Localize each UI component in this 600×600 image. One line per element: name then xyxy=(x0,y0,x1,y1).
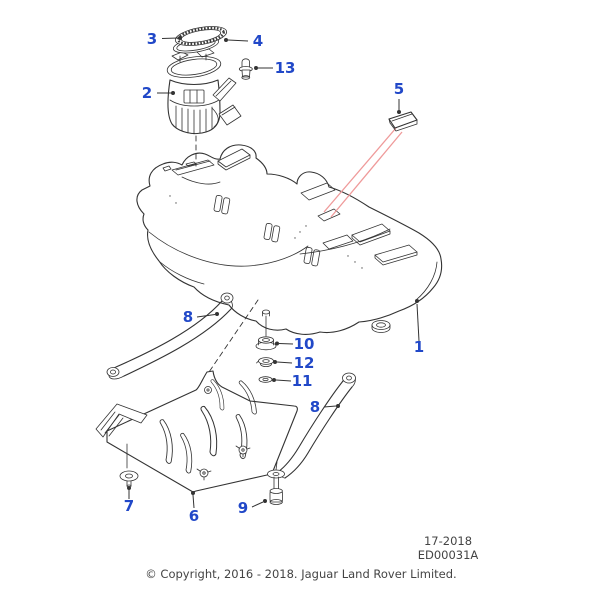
figure-code-text: ED00031A xyxy=(417,548,479,562)
callout-9[interactable] xyxy=(238,499,267,517)
grommet[interactable] xyxy=(256,337,276,350)
lock-ring[interactable] xyxy=(174,23,228,49)
callout-1-label[interactable]: 1 xyxy=(413,338,425,356)
callout-8-right-label[interactable]: 8 xyxy=(309,398,321,416)
callout-13[interactable] xyxy=(254,59,295,77)
callout-9-label[interactable]: 9 xyxy=(237,499,249,517)
callout-7-label[interactable]: 7 xyxy=(123,497,135,515)
doc-ref-text: 17-2018 xyxy=(423,534,473,548)
nut[interactable] xyxy=(120,471,138,487)
callout-4-label[interactable]: 4 xyxy=(252,32,264,50)
callout-10[interactable] xyxy=(275,335,314,353)
copyright-text: © Copyright, 2016 - 2018. Jaguar Land Rover Limited. xyxy=(145,567,457,581)
callout-7[interactable] xyxy=(124,486,134,515)
bolt[interactable] xyxy=(268,470,285,505)
callout-1[interactable] xyxy=(414,299,424,356)
callout-13-label[interactable]: 13 xyxy=(274,59,296,77)
callout-8-right[interactable] xyxy=(310,398,340,416)
breather-valve[interactable] xyxy=(239,59,252,80)
fuel-tank[interactable] xyxy=(137,145,442,335)
callout-11[interactable] xyxy=(272,372,312,390)
spacer[interactable] xyxy=(257,358,276,367)
washer[interactable] xyxy=(259,377,272,383)
callout-12-label[interactable]: 12 xyxy=(293,354,315,372)
mounting-pad[interactable] xyxy=(389,112,417,131)
callout-8-left-label[interactable]: 8 xyxy=(182,308,194,326)
callout-8-left[interactable] xyxy=(183,308,219,326)
callout-6-label[interactable]: 6 xyxy=(188,507,200,525)
callout-4[interactable] xyxy=(224,32,263,50)
tank-strap-left[interactable] xyxy=(107,293,233,379)
footer xyxy=(145,534,478,581)
callout-11-label[interactable]: 11 xyxy=(291,372,313,390)
callout-2-label[interactable]: 2 xyxy=(141,84,153,102)
callout-3-label[interactable]: 3 xyxy=(146,30,158,48)
fuel-pump-module[interactable] xyxy=(166,49,241,134)
callout-10-label[interactable]: 10 xyxy=(293,335,315,353)
callout-5-label[interactable]: 5 xyxy=(393,80,405,98)
pump-body xyxy=(168,80,220,134)
callout-12[interactable] xyxy=(273,354,314,372)
callout-5[interactable] xyxy=(394,80,404,114)
drain-cap xyxy=(372,321,390,333)
callout-6[interactable] xyxy=(189,491,199,525)
